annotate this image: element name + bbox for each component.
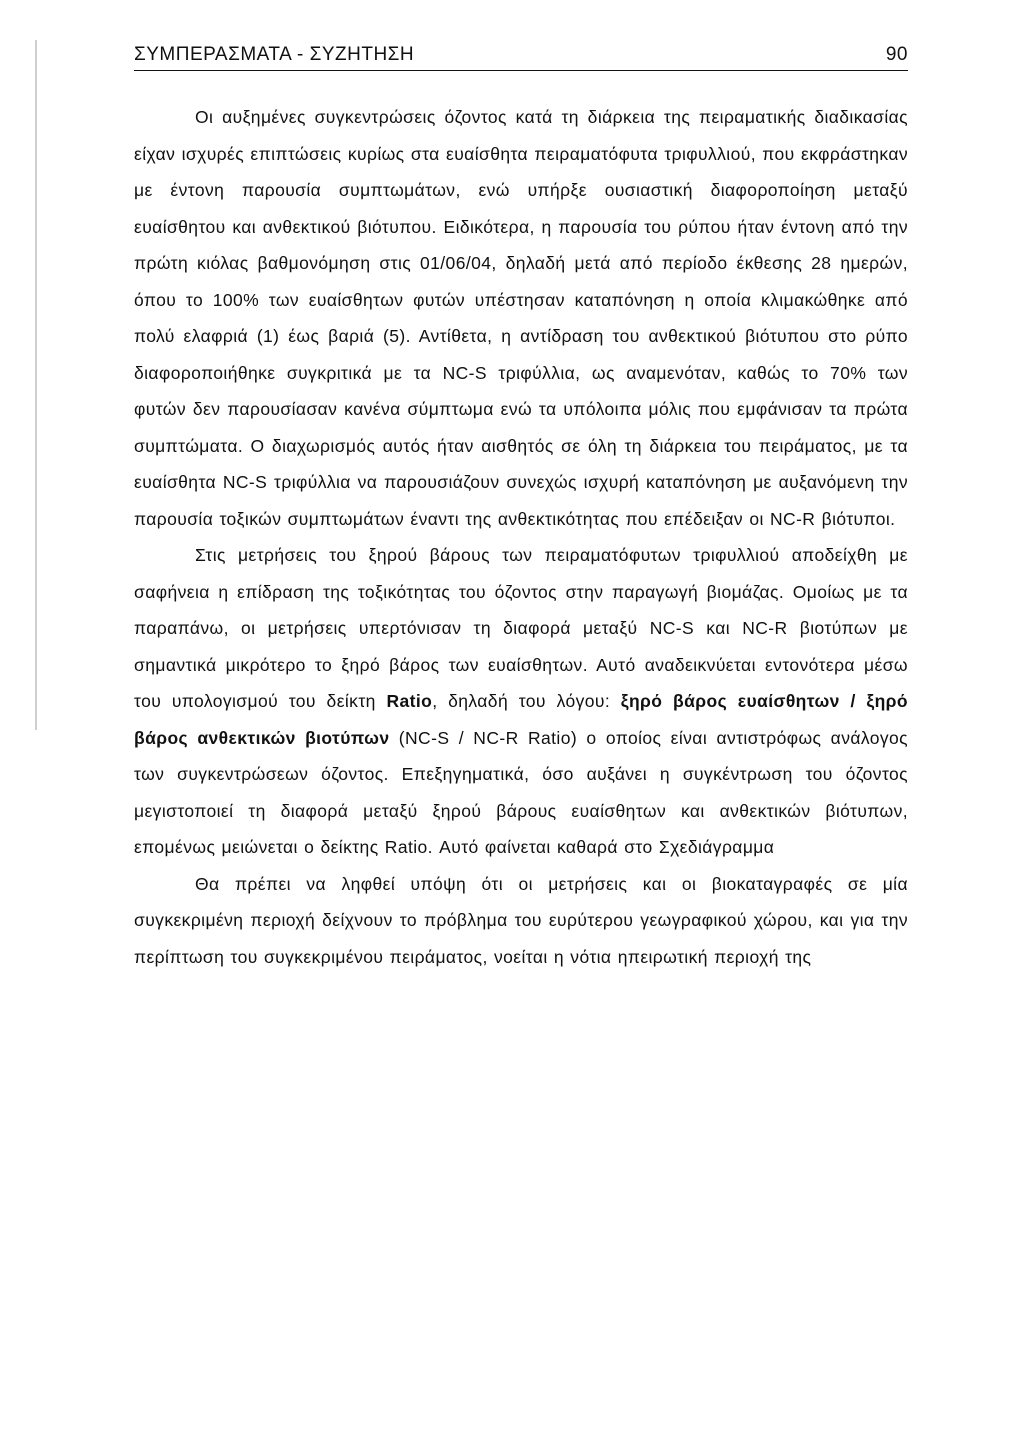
- paragraph-1: Οι αυξημένες συγκεντρώσεις όζοντος κατά τη διάρκεια της πειραματικής διαδικασίας είχαν ισχυρές επιπτώσεις κυρίως στα ευαίσθητα πειραματόφυτα τριφυλλιού, που εκφράστηκαν με έντονη παρουσία συμπτωμάτων, ενώ υπήρξε ουσιαστική διαφοροποίηση μεταξύ ευαίσθητου και ανθεκτικού βιότυπου. Ειδικότερα, η παρουσία του ρύπου ήταν έντονη από την πρώτη κιόλας βαθμονόμηση στις 01/06/04, δηλαδή μετά από περίοδο έκθεσης 28 ημερών, όπου το 100% των ευαίσθητων φυτών υπέστησαν καταπόνηση η οποία κλιμακώθηκε από πολύ ελαφριά (1) έως βαριά (5). Αντίθετα, η αντίδραση του ανθεκτικού βιότυπου στο ρύπο διαφοροποιήθηκε συγκριτικά με τα NC-S τριφύλλια, ως αναμενόταν, καθώς το 70% των φυτών δεν παρουσίασαν κανένα σύμπτωμα ενώ τα υπόλοιπα μόλις που εμφάνισαν τα πρώτα συμπτώματα. Ο διαχωρισμός αυτός ήταν αισθητός σε όλη τη διάρκεια του πειράματος, με τα ευαίσθητα NC-S τριφύλλια να παρουσιάζουν συνεχώς ισχυρή καταπόνηση με αυξανόμενη την παρουσία τοξικών συμπτωμάτων έναντι της ανθεκτικότητας που επέδειξαν οι NC-R βιότυποι.: [134, 107, 908, 529]
- paragraph-2: [134, 537, 908, 866]
- document-body: [134, 99, 908, 975]
- running-header: [134, 44, 908, 71]
- document-page: [134, 44, 908, 975]
- chapter-title: ΣΥΜΠΕΡΑΣΜΑΤΑ - ΣΥΖΗΤΗΣΗ: [134, 44, 415, 65]
- paragraph-2-text-c: (NC-S / NC-R Ratio) ο οποίος είναι αντιστρόφως ανάλογος των συγκεντρώσεων όζοντος. Επεξηγηματικά, όσο αυξάνει η συγκέντρωση του όζοντος μεγιστοποιεί τη διαφορά μεταξύ ξηρού βάρους ευαίσθητων και ανθεκτικών βιότυπων, επομένως μειώνεται ο δείκτης Ratio. Αυτό φαίνεται καθαρά στο Σχεδιάγραμμα: [134, 727, 908, 857]
- paragraph-2-text-a: Στις μετρήσεις του ξηρού βάρους των πειραματόφυτων τριφυλλιού αποδείχθη με σαφήνεια η επίδραση της τοξικότητας του όζοντος στην παραγωγή βιομάζας. Ομοίως με τα παραπάνω, οι μετρήσεις υπερτόνισαν τη διαφορά μεταξύ NC-S και NC-R βιοτύπων με σημαντικά μικρότερο το ξηρό βάρος των ευαίσθητων. Αυτό αναδεικνύεται εντονότερα μέσω του υπολογισμού του δείκτη: [134, 545, 908, 711]
- scan-edge-line: [35, 40, 37, 730]
- ratio-definition: ξηρό βάρος ευαίσθητων / ξηρό βάρος ανθεκτικών βιοτύπων: [134, 691, 908, 748]
- paragraph-2-text-b: , δηλαδή του λόγου:: [432, 691, 621, 711]
- page-number: 90: [885, 44, 908, 65]
- paragraph-3: Θα πρέπει να ληφθεί υπόψη ότι οι μετρήσεις και οι βιοκαταγραφές σε μία συγκεκριμένη περιοχή δείχνουν το πρόβλημα του ευρύτερου γεωγραφικού χώρου, και για την περίπτωση του συγκεκριμένου πειράματος, νοείται η νότια ηπειρωτική περιοχή της: [134, 873, 908, 967]
- ratio-term: Ratio: [386, 691, 433, 711]
